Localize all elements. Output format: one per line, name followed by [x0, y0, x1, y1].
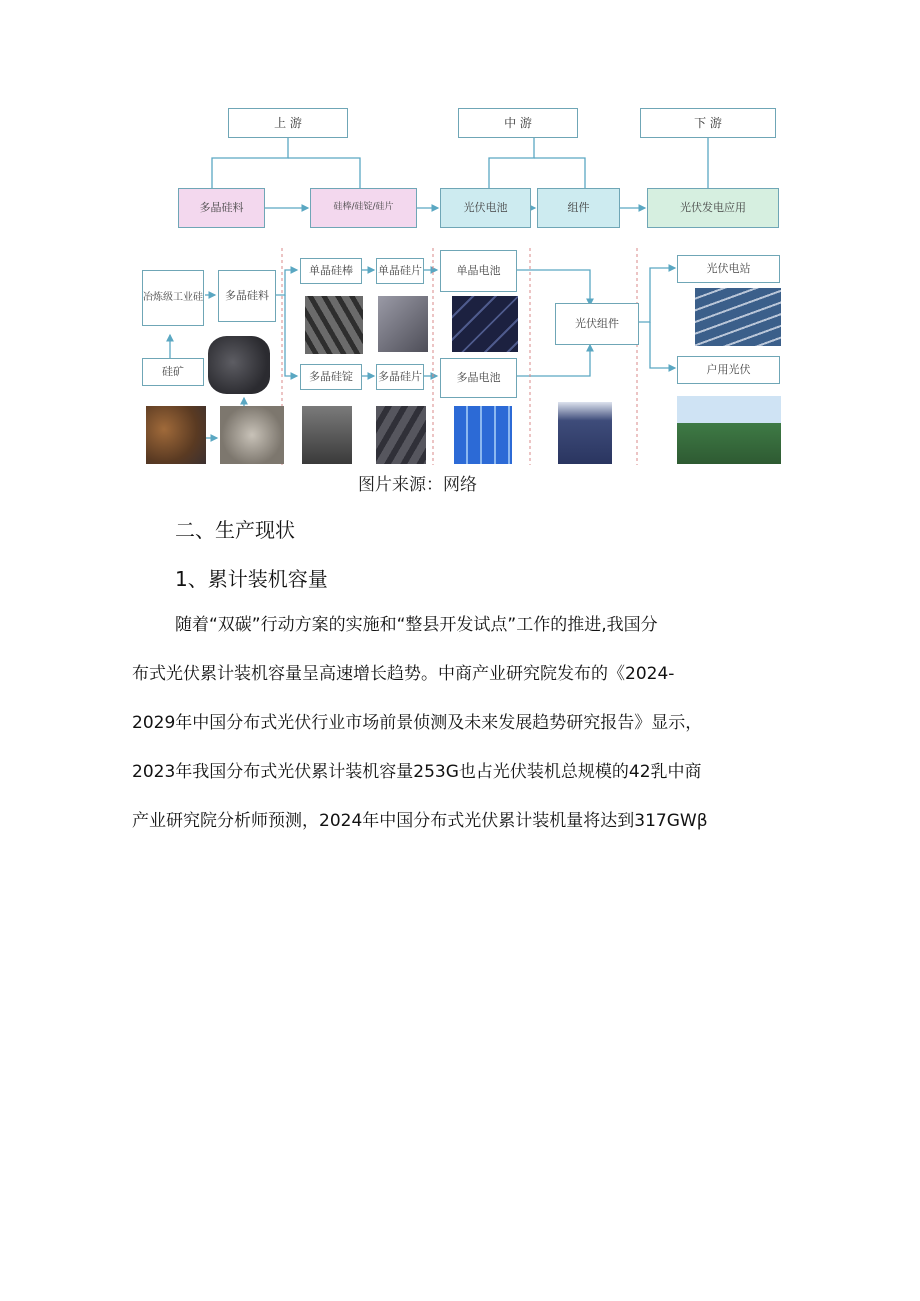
upstream-header: 上 游: [228, 108, 348, 138]
mono-cell-box: 单晶电池: [440, 250, 517, 292]
subsection-heading: 1、累计装机容量: [175, 567, 328, 591]
figure-caption: 图片来源：网络: [358, 475, 477, 495]
industry-chain-diagram: [140, 100, 790, 470]
section-heading: 二、生产现状: [175, 518, 295, 542]
multi-wafer-photo: [376, 406, 426, 464]
paragraph-line: 2029年中国分布式光伏行业市场前景侦测及未来发展趋势研究报告》显示，: [132, 713, 703, 733]
paragraph-line: 随着“双碳”行动方案的实施和“整县开发试点”工作的推进,我国分: [175, 615, 658, 635]
polysilicon-chunks-photo: [208, 336, 270, 394]
stage-polysilicon: 多晶硅料: [178, 188, 265, 228]
pv-station-box: 光伏电站: [677, 255, 780, 283]
metallurgical-silicon-box: 冶炼级工业硅: [142, 270, 204, 326]
paragraph-line: 2023年我国分布式光伏累计装机容量253G也占光伏装机总规模的42乳中商: [132, 762, 702, 782]
mono-wafer-box: 单晶硅片: [376, 258, 424, 284]
paragraph-line: 布式光伏累计装机容量呈高速增长趋势。中商产业研究院发布的《2024-: [132, 664, 675, 684]
paragraph-line: 产业研究院分析师预测，2024年中国分布式光伏累计装机量将达到317GWβ: [132, 811, 708, 831]
quartz-rock-photo: [220, 406, 284, 464]
mono-rod-photo: [305, 296, 363, 354]
pv-panels-photo: [558, 402, 612, 464]
silicon-ore-box: 硅矿: [142, 358, 204, 386]
downstream-header: 下 游: [640, 108, 776, 138]
mono-rod-box: 单晶硅棒: [300, 258, 362, 284]
midstream-header: 中 游: [458, 108, 578, 138]
stage-cell: 光伏电池: [440, 188, 531, 228]
multi-cell-photo: [454, 406, 512, 464]
stage-module: 组件: [537, 188, 620, 228]
pv-station-photo: [695, 288, 781, 346]
mono-cell-photo: [452, 296, 518, 352]
stage-wafer: 硅棒/硅锭/硅片: [310, 188, 417, 228]
multi-wafer-box: 多晶硅片: [376, 364, 424, 390]
multi-ingot-box: 多晶硅锭: [300, 364, 362, 390]
multi-ingot-photo: [302, 406, 352, 464]
polysilicon-box: 多晶硅料: [218, 270, 276, 322]
mono-wafer-photo: [378, 296, 428, 352]
household-pv-photo: [677, 396, 781, 464]
multi-cell-box: 多晶电池: [440, 358, 517, 398]
ore-photo: [146, 406, 206, 464]
household-pv-box: 户用光伏: [677, 356, 780, 384]
pv-module-box: 光伏组件: [555, 303, 639, 345]
stage-application: 光伏发电应用: [647, 188, 779, 228]
